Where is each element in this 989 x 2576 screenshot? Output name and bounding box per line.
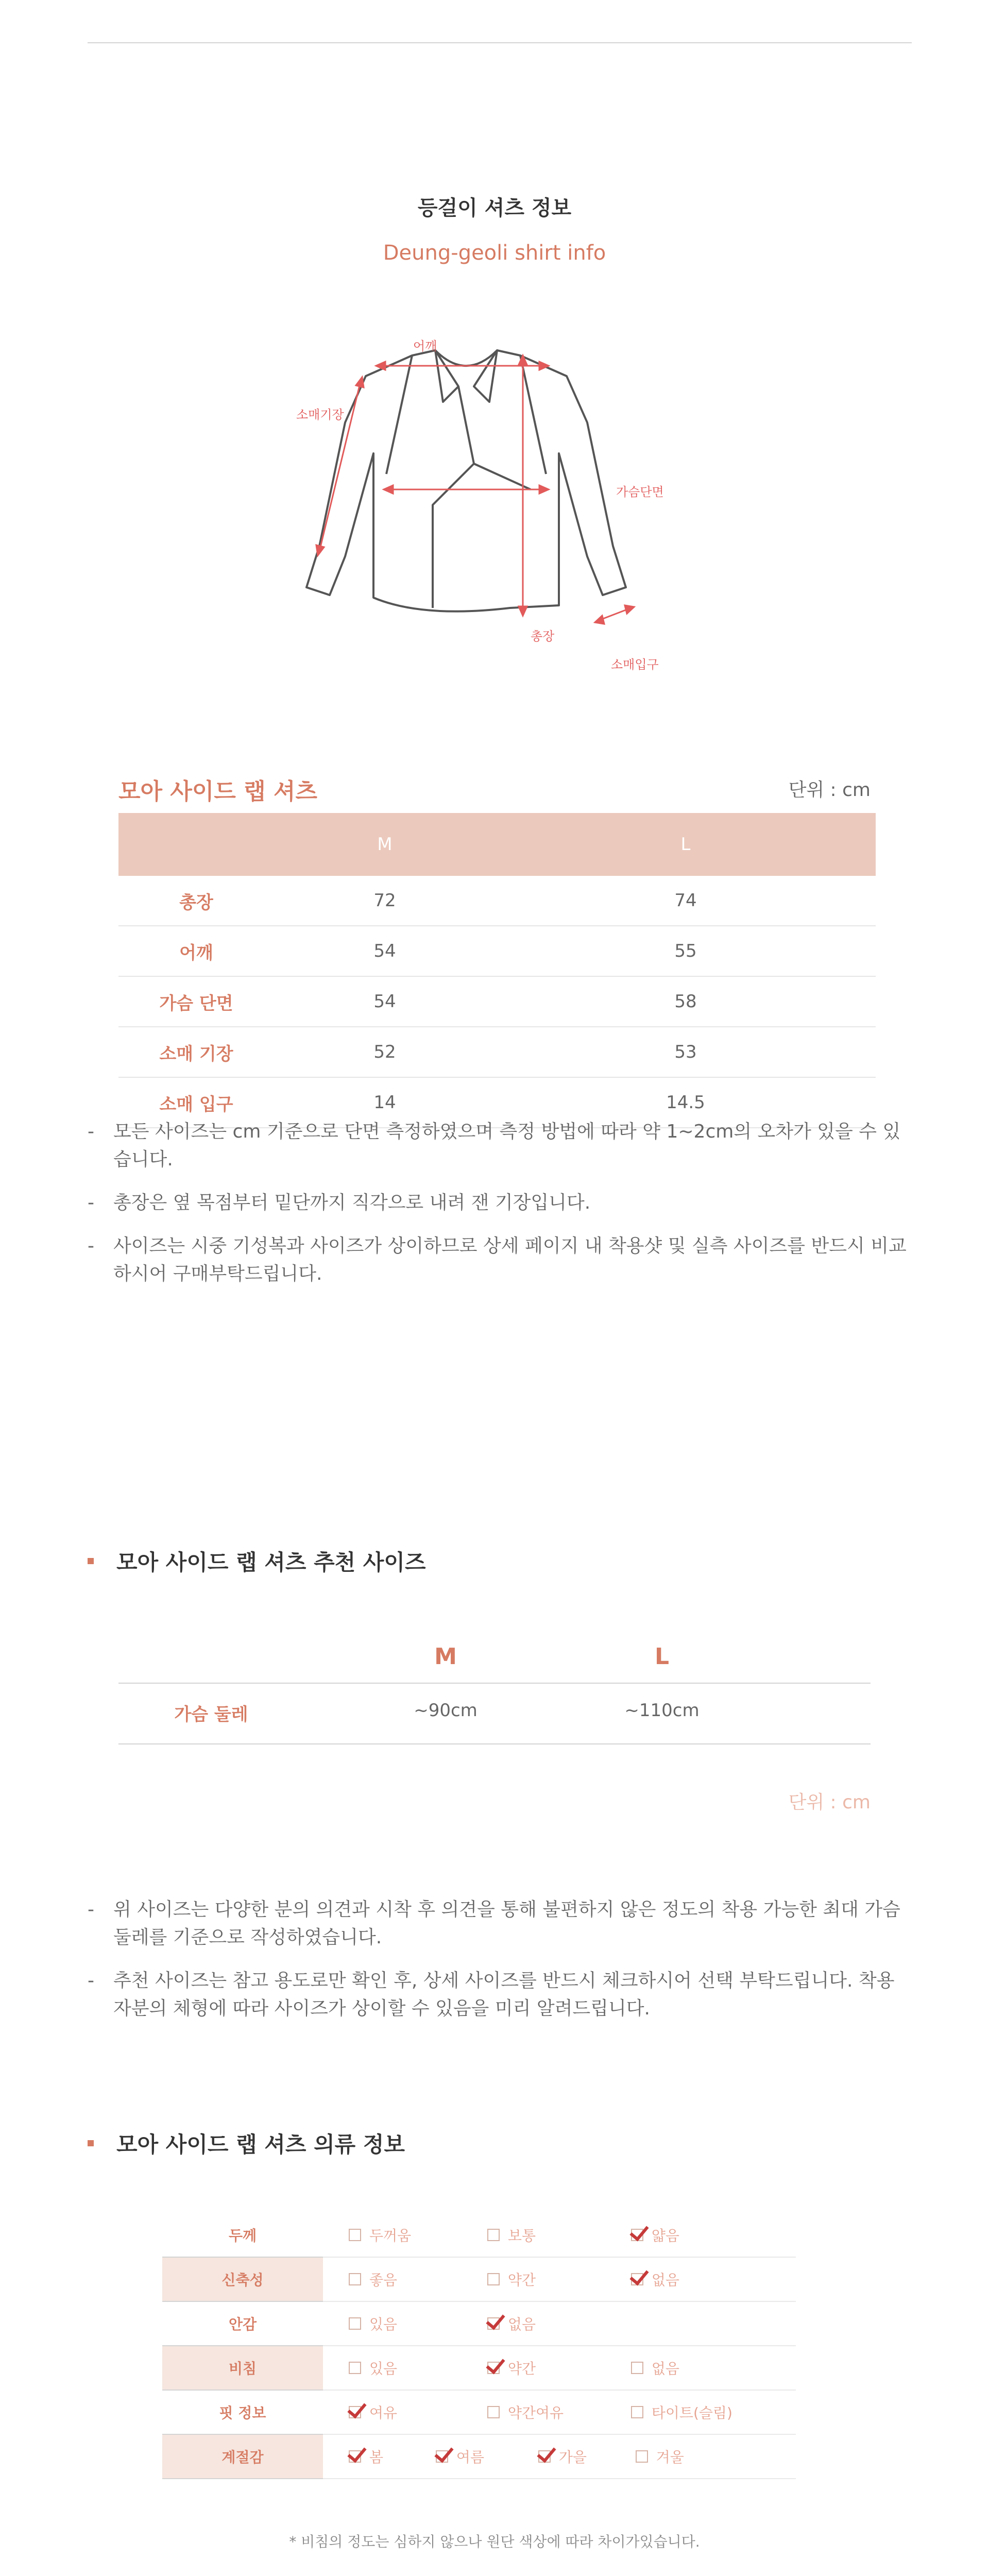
list-item: - 사이즈는 시중 기성복과 사이즈가 상이하므로 상세 페이지 내 착용샷 및 실측 사이즈를 반드시 비교하시어 구매부탁드립니다.	[88, 1235, 907, 1284]
checkmark-icon	[631, 2273, 643, 2285]
checkbox-icon	[487, 2273, 500, 2285]
option-none: 없음	[631, 2269, 679, 2290]
option-summer: 여름	[436, 2446, 534, 2467]
table-row	[162, 2301, 796, 2346]
recommend-divider-bottom	[118, 1743, 871, 1744]
recommend-heading: 모아 사이드 랩 셔츠 추천 사이즈	[88, 1546, 426, 1577]
table-row	[162, 2390, 796, 2434]
cell: 54	[274, 926, 496, 976]
option-slightly-loose: 약간여유	[487, 2402, 626, 2422]
option-autumn: 가을	[538, 2446, 631, 2467]
table-row	[118, 1027, 876, 1077]
checkbox-icon	[349, 2317, 361, 2330]
table-row	[118, 876, 876, 926]
size-table	[118, 813, 876, 1128]
checkmark-icon	[349, 2406, 361, 2418]
option-tight: 타이트(슬림)	[631, 2402, 732, 2422]
checkbox-icon	[349, 2273, 361, 2285]
info-title-ko: 등걸이 셔츠 정보	[417, 196, 572, 220]
fabric-label-thickness: 두께	[162, 2213, 323, 2257]
cell: 53	[496, 1027, 876, 1077]
table-row	[118, 926, 876, 976]
fabric-label-stretch: 신축성	[162, 2257, 323, 2301]
option-winter: 겨울	[636, 2446, 684, 2467]
cell: 55	[496, 926, 876, 976]
cell: 74	[496, 876, 876, 926]
row-label: 총장	[118, 876, 274, 926]
fabric-table	[162, 2213, 796, 2479]
option-thin: 얇음	[631, 2225, 679, 2245]
option-no: 없음	[487, 2313, 536, 2334]
info-title-en: Deung-geoli shirt info	[383, 241, 606, 265]
checkbox-icon	[631, 2362, 643, 2374]
checkmark-icon	[631, 2229, 643, 2241]
label-shoulder: 어깨	[413, 339, 437, 353]
label-chest: 가슴단면	[616, 485, 664, 499]
option-spring: 봄	[349, 2446, 431, 2467]
size-table-corner	[118, 813, 274, 876]
option-normal: 보통	[487, 2225, 626, 2245]
recommend-value-l: ~110cm	[624, 1700, 700, 1721]
option-yes: 있음	[349, 2313, 483, 2334]
row-label: 어깨	[118, 926, 274, 976]
cell: 54	[274, 976, 496, 1027]
size-notes	[88, 1118, 912, 1303]
option-slight: 약간	[487, 2358, 626, 2378]
table-row	[162, 2257, 796, 2301]
recommend-notes	[88, 1896, 912, 2038]
option-none: 없음	[631, 2358, 679, 2378]
table-row	[162, 2346, 796, 2390]
fabric-heading: 모아 사이드 랩 셔츠 의류 정보	[88, 2128, 405, 2159]
recommend-unit: 단위 : cm	[788, 1792, 871, 1813]
list-item: - 위 사이즈는 다양한 분의 의견과 시착 후 의견을 통해 불편하지 않은 정도의 착용 가능한 최대 가슴 둘레를 기준으로 작성하였습니다.	[88, 1899, 900, 1948]
table-row	[162, 2213, 796, 2257]
shirt-measurement-diagram	[288, 319, 711, 690]
label-sleeve-length: 소매기장	[296, 408, 344, 422]
fabric-label-lining: 안감	[162, 2301, 323, 2346]
checkbox-icon	[349, 2362, 361, 2374]
checkbox-icon	[636, 2450, 648, 2463]
size-table-header	[118, 813, 876, 876]
cell: 14.5	[496, 1077, 876, 1128]
checkbox-icon	[487, 2229, 500, 2241]
option-loose: 여유	[349, 2402, 483, 2422]
row-label: 가슴 단면	[118, 976, 274, 1027]
option-yes: 있음	[349, 2358, 483, 2378]
size-col-m: M	[274, 813, 496, 876]
size-col-l: L	[496, 813, 876, 876]
checkmark-icon	[538, 2450, 551, 2463]
table-row	[162, 2434, 796, 2479]
cell: 72	[274, 876, 496, 926]
recommend-row-label: 가슴 둘레	[174, 1704, 248, 1725]
recommend-value-m: ~90cm	[414, 1700, 478, 1721]
row-label: 소매 기장	[118, 1027, 274, 1077]
bullet-square-icon	[88, 1558, 94, 1564]
top-divider	[88, 42, 912, 43]
cell: 52	[274, 1027, 496, 1077]
cell: 14	[274, 1077, 496, 1128]
option-good: 좋음	[349, 2269, 483, 2290]
size-table-unit: 단위 : cm	[788, 779, 871, 801]
checkmark-icon	[487, 2317, 500, 2330]
size-table-title: 모아 사이드 랩 셔츠	[118, 778, 317, 805]
label-cuff: 소매입구	[611, 657, 659, 672]
checkmark-icon	[487, 2362, 500, 2374]
fabric-label-fit: 핏 정보	[162, 2390, 323, 2434]
checkbox-icon	[349, 2229, 361, 2241]
table-row	[118, 976, 876, 1027]
option-slight: 약간	[487, 2269, 626, 2290]
recommend-divider-top	[118, 1683, 871, 1684]
list-item: - 총장은 옆 목점부터 밑단까지 직각으로 내려 잰 기장입니다.	[88, 1192, 591, 1213]
checkbox-icon	[487, 2406, 500, 2418]
fabric-label-sheer: 비침	[162, 2346, 323, 2390]
label-length: 총장	[531, 629, 555, 643]
cell: 58	[496, 976, 876, 1027]
checkbox-icon	[631, 2406, 643, 2418]
bullet-square-icon	[88, 2140, 94, 2146]
recommend-col-m: M	[434, 1643, 457, 1670]
checkmark-icon	[349, 2450, 361, 2463]
fabric-footnote: * 비침의 정도는 심하지 않으나 원단 색상에 따라 차이가있습니다.	[289, 2533, 700, 2550]
recommend-col-l: L	[654, 1643, 670, 1670]
list-item: - 모든 사이즈는 cm 기준으로 단면 측정하였으며 측정 방법에 따라 약 1~2cm의 오차가 있을 수 있습니다.	[88, 1121, 901, 1170]
option-thick: 두꺼움	[349, 2225, 483, 2245]
fabric-label-season: 계절감	[162, 2434, 323, 2479]
row-label: 소매 입구	[118, 1077, 274, 1128]
list-item: - 추천 사이즈는 참고 용도로만 확인 후, 상세 사이즈를 반드시 체크하시어 선택 부탁드립니다. 착용자분의 체형에 따라 사이즈가 상이할 수 있음을 미리 알려드립니다.	[88, 1970, 895, 2019]
checkmark-icon	[436, 2450, 448, 2463]
